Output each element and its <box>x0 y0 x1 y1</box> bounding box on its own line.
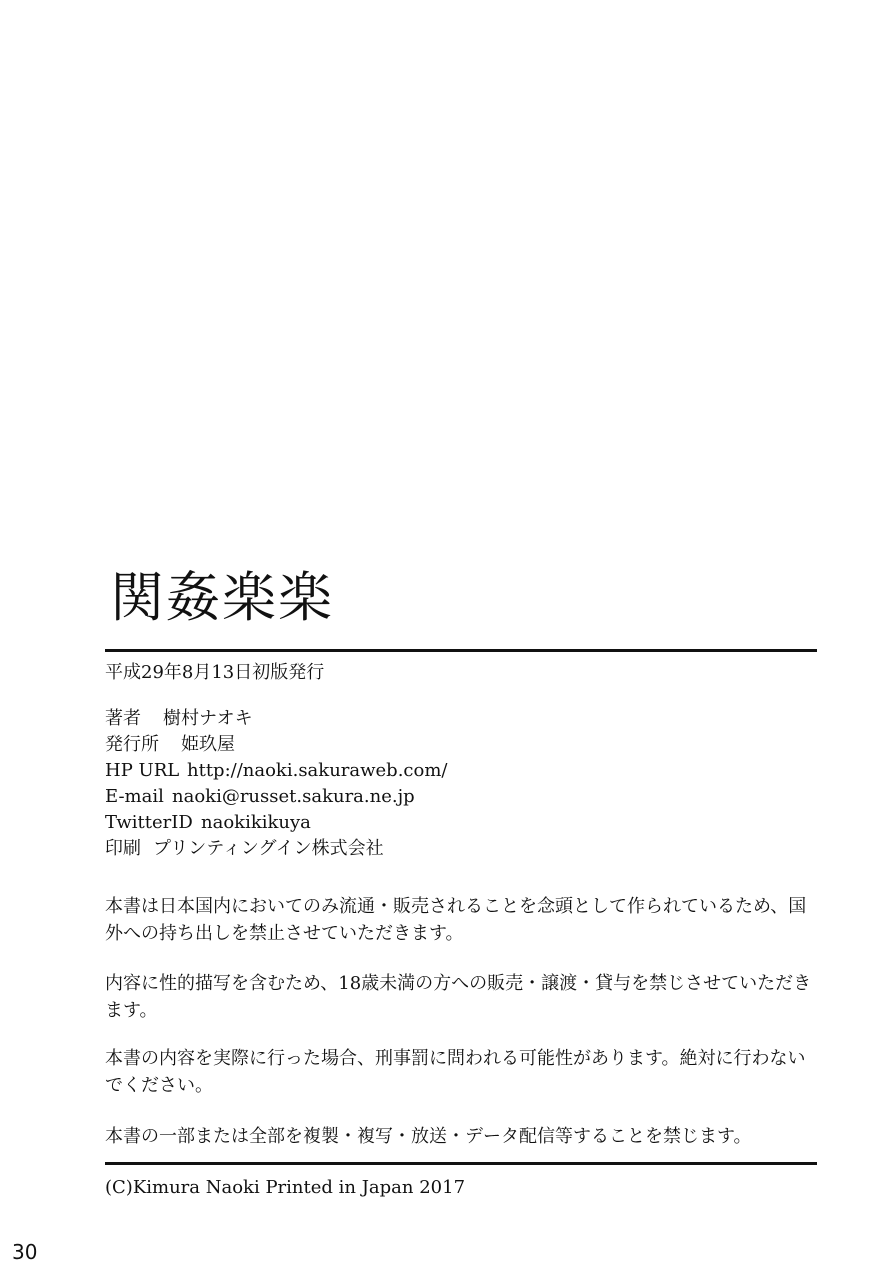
publication-date: 平成29年8月13日初版発行 <box>105 662 325 683</box>
page-number: 30 <box>12 1240 38 1264</box>
email-label: E-mail <box>105 786 164 807</box>
notice-export-restriction: 本書は日本国内においてのみ流通・販売されることを念頭として作られているため、国外への持ち出しを禁止させていただきます。 <box>105 896 807 944</box>
top-divider <box>105 649 817 652</box>
credit-email <box>105 784 447 810</box>
credit-publisher <box>105 732 447 758</box>
notice-reproduction-prohibited: 本書の一部または全部を複製・複写・放送・データ配信等することを禁じます。 <box>105 1126 752 1147</box>
notice-age-restriction: 内容に性的描写を含むため、18歳未満の方への販売・譲渡・貸与を禁じさせていただきます。 <box>105 973 812 1021</box>
publisher-name: 姫玖屋 <box>181 734 235 755</box>
credit-author <box>105 706 447 732</box>
credits-block <box>105 706 447 862</box>
notice-criminal-warning: 本書の内容を実際に行った場合、刑事罰に問われる可能性があります。絶対に行わないでください。 <box>105 1048 806 1096</box>
credit-printer <box>105 836 447 862</box>
twitter-id: naokikikuya <box>201 812 311 833</box>
email-value: naoki@russet.sakura.ne.jp <box>172 786 415 807</box>
author-label: 著者 <box>105 708 141 729</box>
hp-url-label: HP URL <box>105 760 180 781</box>
credit-homepage <box>105 758 447 784</box>
copyright-line: (C)Kimura Naoki Printed in Japan 2017 <box>105 1177 466 1198</box>
book-title: 関姦楽楽 <box>110 566 334 629</box>
twitter-label: TwitterID <box>105 812 193 833</box>
hp-url-value: http://naoki.sakuraweb.com/ <box>187 760 448 781</box>
printer-label: 印刷 <box>105 838 141 859</box>
publisher-label: 発行所 <box>105 734 159 755</box>
credit-twitter <box>105 810 447 836</box>
author-name: 樹村ナオキ <box>163 708 253 729</box>
colophon <box>105 0 817 1280</box>
bottom-divider <box>105 1162 817 1165</box>
printer-name: プリンティングイン株式会社 <box>153 838 384 859</box>
